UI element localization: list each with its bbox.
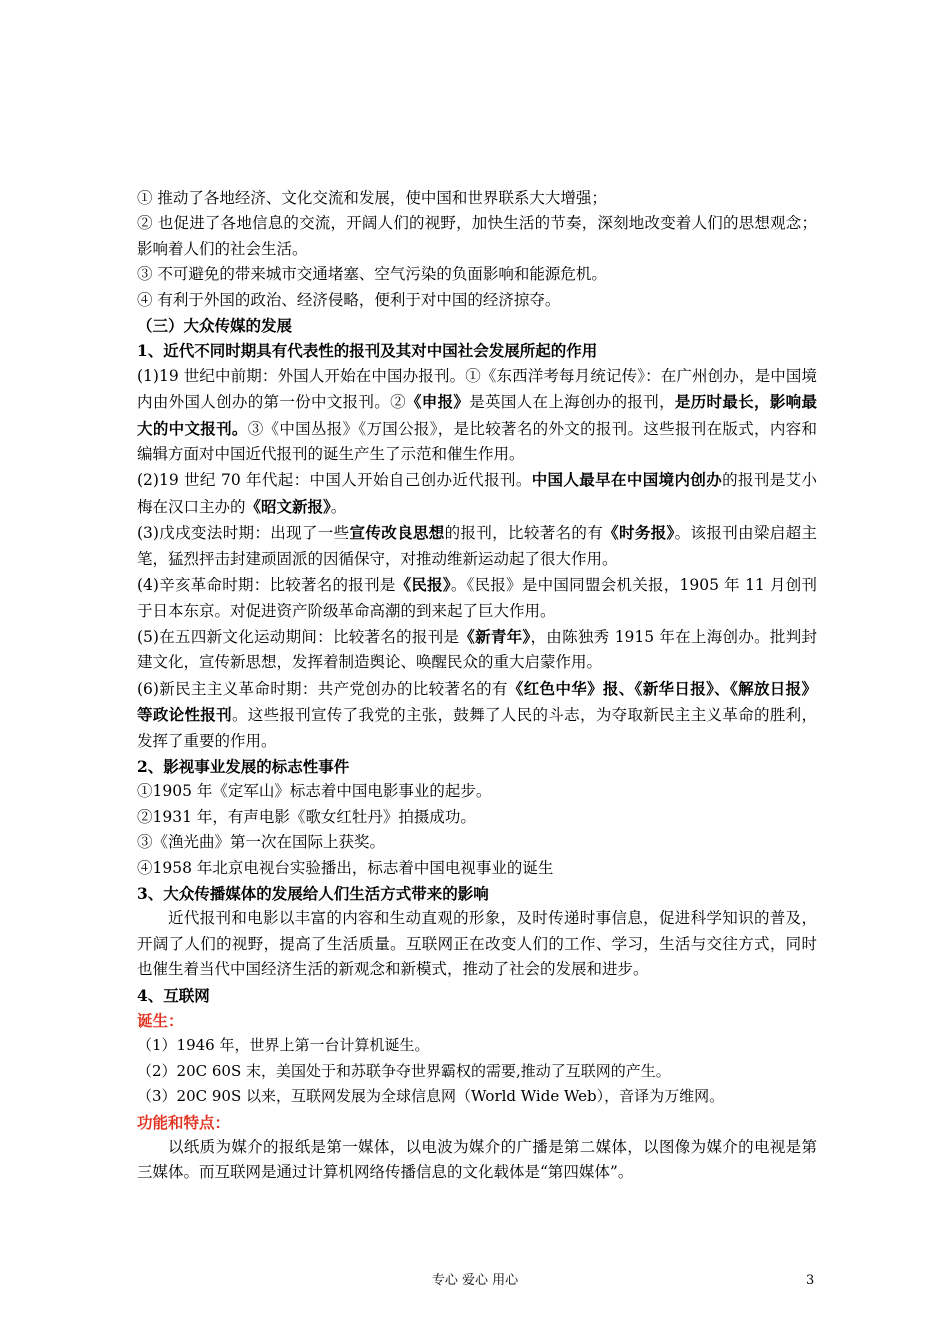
birth-item-3: （3）20C 90S 以来，互联网发展为全球信息网（World Wide Web），音译为万维网。 <box>137 1087 725 1106</box>
heading-film-tv: 2、影视事业发展的标志性事件 <box>137 756 350 776</box>
page-number: 3 <box>806 1273 815 1288</box>
text-segment: (1)19 世纪中前期：外国人开始在中国办报刊。①《东西洋考每月统记传》：在广州创办，是中国境内由外国人创办的第一份中文报刊。② <box>137 366 817 412</box>
page-footer: 专心 爱心 用心 <box>431 1273 519 1288</box>
impact-item-4: ④ 有利于外国的政治、经济侵略，便利于对中国的经济掠夺。 <box>137 290 561 309</box>
bold-segment: 《红色中华》报、《新华日报》、《解放日报》等政论性报刊 <box>137 678 817 725</box>
impact-item-1: ① 推动了各地经济、文化交流和发展，使中国和世界联系大大增强； <box>137 189 607 207</box>
bold-segment: 《新青年》 <box>459 626 531 646</box>
bold-segment: 《时务报》 <box>603 523 675 543</box>
film-event-3: ③《渔光曲》第一次在国际上获奖。 <box>137 833 386 852</box>
birth-item-2: （2）20C 60S 末，美国处于和苏联争夺世界霸权的需要,推动了互联网的产生。 <box>137 1061 671 1080</box>
text-segment: 的报刊，比较著名的有 <box>444 524 604 543</box>
text-segment: (2)19 世纪 70 年代起：中国人开始自己创办近代报刊。 <box>137 471 532 490</box>
text-segment: 。 <box>330 497 347 516</box>
birth-item-1: （1）1946 年，世界上第一台计算机诞生。 <box>137 1036 430 1055</box>
text-segment: (3)戊戌变法时期：出现了一些 <box>137 524 350 543</box>
paragraph-period-6 <box>137 676 817 754</box>
text-segment: ，由陈独秀 1915 年在上海创办。批判封建文化，宣传新思想，发挥着制造舆论、唤醒民众的重大启蒙作用。 <box>137 627 817 672</box>
text-segment: 。这些报刊宣传了我党的主张，鼓舞了人民的斗志，为夺取新民主主义革命的胜利，发挥了重要的作用。 <box>137 706 817 750</box>
paragraph-period-5 <box>137 624 817 676</box>
subheading-function: 功能和特点： <box>137 1112 231 1132</box>
film-event-4: ④1958 年北京电视台实验播出，标志着中国电视事业的诞生 <box>137 858 554 877</box>
paragraph-period-3 <box>137 520 817 572</box>
text-segment: 。《民报》是中国同盟会机关报，1905 年 11 月创刊于日本东京。对促进资产阶级革命高潮的到来起了巨大作用。 <box>137 576 817 620</box>
bold-segment: 是历时最长，影响最大的中文报刊。 <box>137 392 817 438</box>
text-segment: (4)辛亥革命时期：比较著名的报刊是 <box>137 576 396 595</box>
film-event-1: ①1905 年《定军山》标志着中国电影事业的起步。 <box>137 782 492 801</box>
paragraph-period-4 <box>137 572 817 624</box>
heading-lifestyle-impact: 3、大众传播媒体的发展给人们生活方式带来的影响 <box>137 883 489 903</box>
bold-segment: 《昭文新报》 <box>245 496 331 516</box>
text-segment: 是英国人在上海创办的报刊， <box>469 393 675 412</box>
bold-segment: 中国人最早在中国境内创办 <box>531 470 723 490</box>
text-segment: 。该报刊由梁启超主笔，猛烈抨击封建顽固派的因循保守，对推动维新运动起了很大作用。 <box>137 524 817 568</box>
impact-item-3: ③ 不可避免的带来城市交通堵塞、空气污染的负面影响和能源危机。 <box>137 265 607 284</box>
text-segment: (6)新民主主义革命时期：共产党创办的比较著名的有 <box>137 679 508 698</box>
text-segment: (5)在五四新文化运动期间：比较著名的报刊是 <box>137 627 460 646</box>
bold-segment: 宣传改良思想 <box>349 523 445 543</box>
paragraph-period-1 <box>137 364 817 468</box>
film-event-2: ②1931 年，有声电影《歌女红牡丹》拍摄成功。 <box>137 807 476 826</box>
heading-internet: 4、互联网 <box>137 985 210 1005</box>
heading-newspapers: 1、近代不同时期具有代表性的报刊及其对中国社会发展所起的作用 <box>137 341 598 361</box>
paragraph-period-2 <box>137 467 817 520</box>
text-segment: ③《中国丛报》《万国公报》，是比较著名的外文的报刊。这些报刊在版式，内容和编辑方面对中国近代报刊的诞生产生了示范和催生作用。 <box>137 419 817 464</box>
section-title-mass-media: （三）大众传媒的发展 <box>137 316 293 336</box>
impact-item-2: ② 也促进了各地信息的交流，开阔人们的视野，加快生活的节奏，深刻地改变着人们的思想观念；影响着人们的社会生活。 <box>137 214 817 258</box>
document-body <box>137 186 817 1186</box>
subheading-birth: 诞生： <box>137 1011 184 1030</box>
text-segment: 的报刊是艾小梅在汉口主办的 <box>137 471 817 516</box>
paragraph-function: 以纸质为媒介的报纸是第一媒体，以电波为媒介的广播是第二媒体，以图像为媒介的电视是第三媒体。而互联网是通过计算机网络传播信息的文化载体是“第四媒体”。 <box>137 1138 817 1182</box>
bold-segment: 《申报》 <box>405 392 470 412</box>
bold-segment: 《民报》 <box>395 575 451 595</box>
paragraph-lifestyle-impact: 近代报刊和电影以丰富的内容和生动直观的形象，及时传递时事信息，促进科学知识的普及，开阔了人们的视野，提高了生活质量。互联网正在改变人们的工作、学习，生活与交往方式，同时也催生着当代中国经济生活的新观念和新模式，推动了社会的发展和进步。 <box>137 909 817 979</box>
